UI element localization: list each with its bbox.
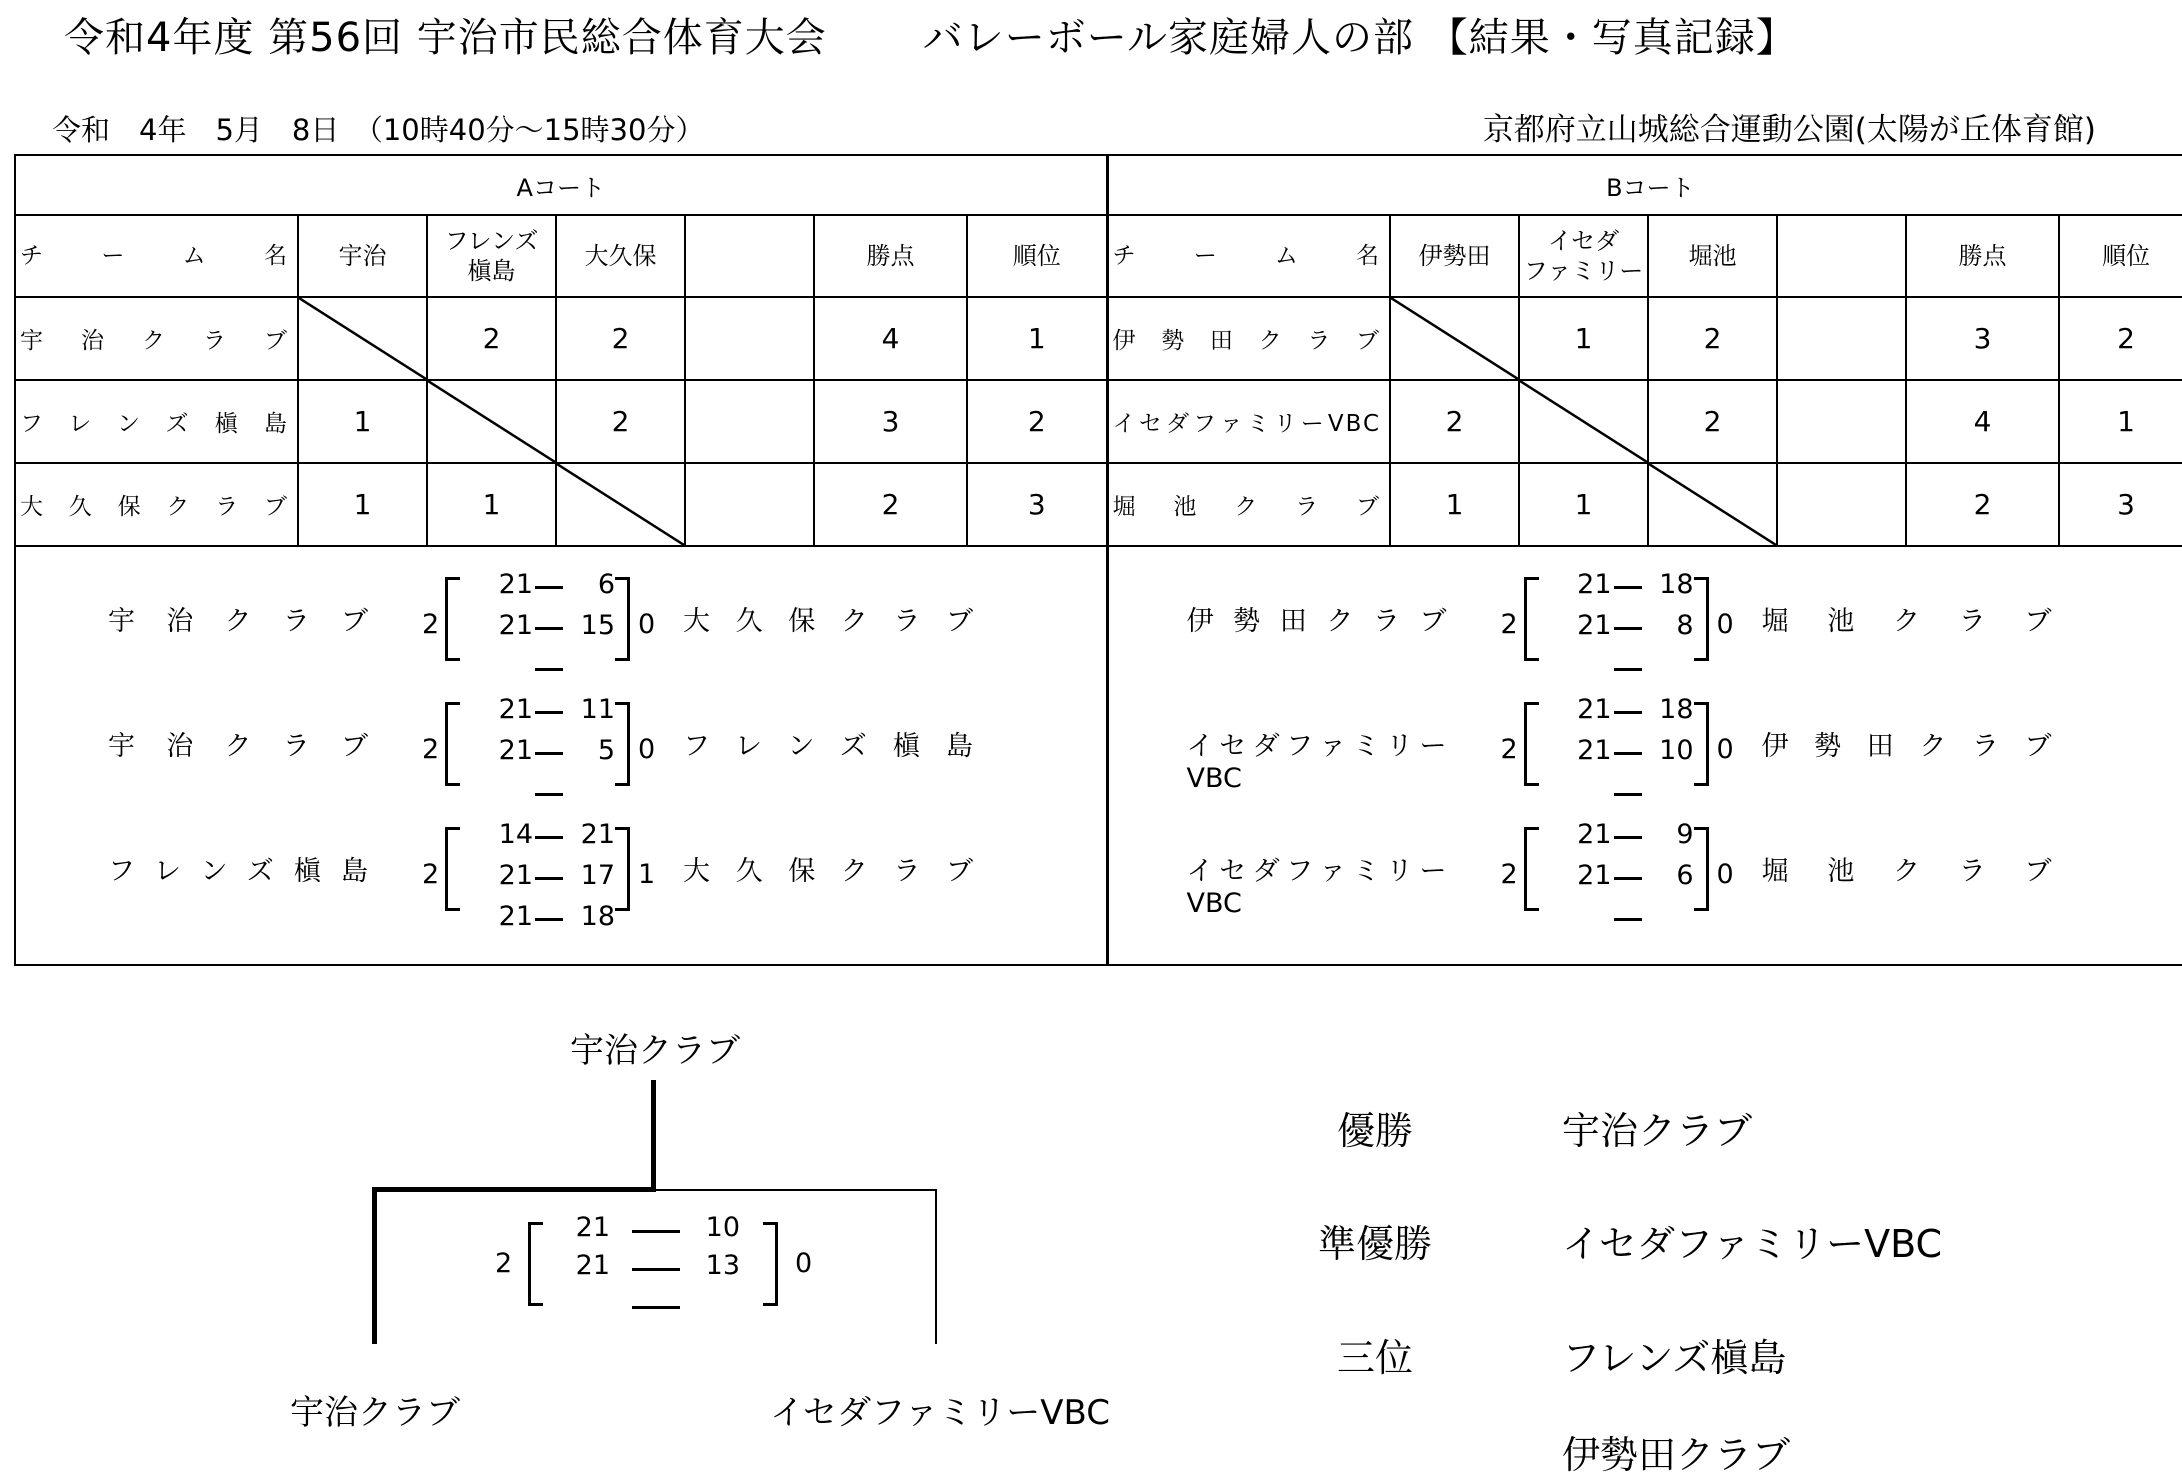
self-cell [1648,463,1777,546]
award-team: フレンズ槇島 [1562,1336,1787,1380]
points-cell: 4 [1906,380,2059,463]
set-dash [535,918,563,921]
team-name-header: チ ー ム 名 [15,215,298,297]
final-set-dash [632,1268,680,1271]
match-right-team: フレンズ槇島 [683,731,973,762]
set-score-left: 21 [498,569,533,600]
right-bracket [1694,827,1709,911]
match-left-sets: 2 [1500,734,1518,765]
set-score-right: 10 [1659,735,1694,766]
match-left-sets: 2 [422,734,440,765]
points-cell: 3 [814,380,967,463]
final-set-dash [632,1230,680,1233]
team-name: 大久保クラブ [15,463,298,546]
self-cell [1519,380,1648,463]
result-cell: 2 [1390,380,1519,463]
set-score-right: 18 [1659,694,1694,725]
final-right-bracket [763,1222,778,1306]
result-cell: 1 [427,463,556,546]
set-score-right: 17 [580,860,615,891]
match-result [108,819,1107,932]
set-dash [535,668,563,671]
set-dash [1614,836,1642,839]
match-result [1186,819,2182,919]
set-score-left: 21 [498,694,533,725]
final-set-left: 21 [575,1212,610,1243]
set-dash [1614,793,1642,796]
award-team: イセダファミリーVBC [1562,1222,1943,1266]
match-right-team: 大久保クラブ [683,856,973,887]
result-cell: 1 [298,380,427,463]
award-label: 三位 [1336,1336,1413,1380]
match-left-sets: 2 [1500,859,1518,890]
set-score-left: 21 [1577,569,1612,600]
bracket-left-leg [372,1187,377,1344]
opponent-header: 伊勢田 [1390,215,1519,297]
final-left-team: 宇治クラブ [290,1393,460,1433]
final-set-right: 13 [705,1250,740,1281]
set-dash [535,793,563,796]
left-bracket [445,827,460,911]
set-dash [535,586,563,589]
result-cell: 2 [556,380,685,463]
set-score-left: 21 [498,735,533,766]
match-result [1186,694,2182,794]
points-cell: 3 [1906,297,2059,380]
match-right-sets: 0 [1716,734,1734,765]
result-cell: 2 [556,297,685,380]
set-score-right: 6 [1676,860,1694,891]
match-right-sets: 0 [638,734,656,765]
set-score-left: 21 [1577,694,1612,725]
set-dash [535,711,563,714]
opponent-header: 堀池 [1648,215,1777,297]
rank-cell: 2 [967,380,1107,463]
left-bracket [445,577,460,661]
event-venue: 京都府立山城総合運動公園(太陽が丘体育館) [1482,112,2096,148]
final-set-dash [632,1306,680,1309]
set-score-right: 6 [597,569,615,600]
points-cell: 2 [1906,463,2059,546]
match-right-sets: 0 [1716,859,1734,890]
set-dash [1614,586,1642,589]
result-cell [1777,380,1906,463]
right-bracket [1694,702,1709,786]
award-team: 伊勢田クラブ [1562,1433,1791,1477]
court-a-results [15,546,1107,965]
set-dash [535,836,563,839]
court-b-results [1107,546,2182,965]
points-cell: 4 [814,297,967,380]
result-cell: 2 [1648,297,1777,380]
points-header: 勝点 [1906,215,2059,297]
match-left-sets: 2 [422,859,440,890]
set-score-right: 18 [1659,569,1694,600]
event-title: 令和4年度 第56回 宇治市民総合体育大会 [64,15,827,61]
opponent-header [685,215,814,297]
opponent-header: フレンズ 槇島 [427,215,556,297]
round-robin-table [14,154,2182,966]
set-score-left: 21 [1577,819,1612,850]
team-name: イセダファミリーVBC [1107,380,1390,463]
match-left-team: イセダファミリーVBC [1186,856,1447,919]
final-right-sets: 0 [795,1248,813,1279]
set-score-right: 9 [1676,819,1694,850]
award-label: 準優勝 [1317,1222,1432,1266]
rank-cell: 1 [967,297,1107,380]
points-cell: 2 [814,463,967,546]
set-score-left: 21 [498,610,533,641]
rank-cell: 1 [2059,380,2182,463]
final-left-bracket [528,1222,543,1306]
points-header: 勝点 [814,215,967,297]
set-score-left: 21 [1577,735,1612,766]
court-b-label: Bコート [1107,155,2182,215]
set-dash [1614,627,1642,630]
result-cell: 2 [427,297,556,380]
right-bracket [1694,577,1709,661]
match-right-team: 大久保クラブ [683,606,973,637]
result-cell: 1 [298,463,427,546]
result-cell [1777,297,1906,380]
result-cell: 2 [1648,380,1777,463]
match-result [1187,571,2182,661]
rank-header: 順位 [2059,215,2182,297]
division-title: バレーボール家庭婦人の部 【結果・写真記録】 [922,15,1797,61]
final-score [495,1212,815,1306]
result-cell [1777,463,1906,546]
page-title [64,6,1797,63]
set-dash [1614,877,1642,880]
match-right-team: 堀池クラブ [1761,856,2052,887]
team-name: 宇治クラブ [15,297,298,380]
rank-cell: 3 [967,463,1107,546]
match-left-team: イセダファミリーVBC [1186,731,1447,794]
match-result [108,696,1107,786]
set-score-left: 21 [498,860,533,891]
left-bracket [1524,702,1539,786]
final-right-team: イセダファミリーVBC [770,1393,1111,1433]
result-cell: 1 [1519,463,1648,546]
event-date: 令和 4年 5月 8日 （10時40分～15時30分） [52,113,705,147]
right-bracket [615,577,630,661]
result-cell [685,380,814,463]
set-dash [1614,752,1642,755]
match-left-sets: 2 [422,609,440,640]
left-bracket [1524,577,1539,661]
team-name-header: チ ー ム 名 [1107,215,1390,297]
match-left-team: 宇治クラブ [108,606,368,637]
set-score-right: 5 [597,735,615,766]
bracket-winner-line [651,1080,656,1189]
set-score-right: 21 [580,819,615,850]
opponent-header [1777,215,1906,297]
match-left-team: 伊勢田クラブ [1186,606,1447,637]
rank-cell: 2 [2059,297,2182,380]
match-right-sets: 0 [1716,609,1734,640]
team-name: 堀池クラブ [1107,463,1390,546]
match-left-team: フレンズ槇島 [108,856,368,887]
right-bracket [615,827,630,911]
set-dash [535,627,563,630]
final-winner: 宇治クラブ [570,1031,740,1071]
opponent-header: イセダ ファミリー [1519,215,1648,297]
set-dash [1614,668,1642,671]
set-score-left: 14 [498,819,533,850]
opponent-header: 大久保 [556,215,685,297]
result-cell: 1 [1390,463,1519,546]
court-a-label: Aコート [15,155,1107,215]
self-cell [1390,297,1519,380]
team-name: フレンズ槇島 [15,380,298,463]
opponent-header: 宇治 [298,215,427,297]
final-set-left: 21 [575,1250,610,1281]
rank-header: 順位 [967,215,1107,297]
team-name: 伊勢田クラブ [1107,297,1390,380]
self-cell [427,380,556,463]
award-label: 優勝 [1336,1109,1413,1153]
set-score-left: 21 [1577,610,1612,641]
set-score-right: 18 [580,901,615,932]
set-dash [1614,711,1642,714]
result-cell [685,297,814,380]
rank-cell: 3 [2059,463,2182,546]
award-team: 宇治クラブ [1562,1109,1753,1153]
result-cell [685,463,814,546]
match-right-sets: 1 [638,859,656,890]
result-cell: 1 [1519,297,1648,380]
match-result [108,571,1107,661]
bracket-left-top-line [372,1187,656,1192]
left-bracket [445,702,460,786]
match-left-sets: 2 [1500,609,1518,640]
match-right-team: 伊勢田クラブ [1761,731,2052,762]
match-right-sets: 0 [638,609,656,640]
set-score-right: 15 [580,610,615,641]
bracket-right-leg [935,1189,937,1344]
set-score-right: 8 [1676,610,1694,641]
right-bracket [615,702,630,786]
match-right-team: 堀池クラブ [1761,606,2052,637]
final-set-right: 10 [705,1212,740,1243]
set-dash [535,877,563,880]
self-cell [298,297,427,380]
set-score-left: 21 [498,901,533,932]
bracket-right-top-line [655,1189,937,1191]
match-left-team: 宇治クラブ [108,731,368,762]
set-dash [1614,918,1642,921]
left-bracket [1524,827,1539,911]
final-left-sets: 2 [495,1248,513,1279]
set-score-left: 21 [1577,860,1612,891]
self-cell [556,463,685,546]
set-score-right: 11 [580,694,615,725]
set-dash [535,752,563,755]
